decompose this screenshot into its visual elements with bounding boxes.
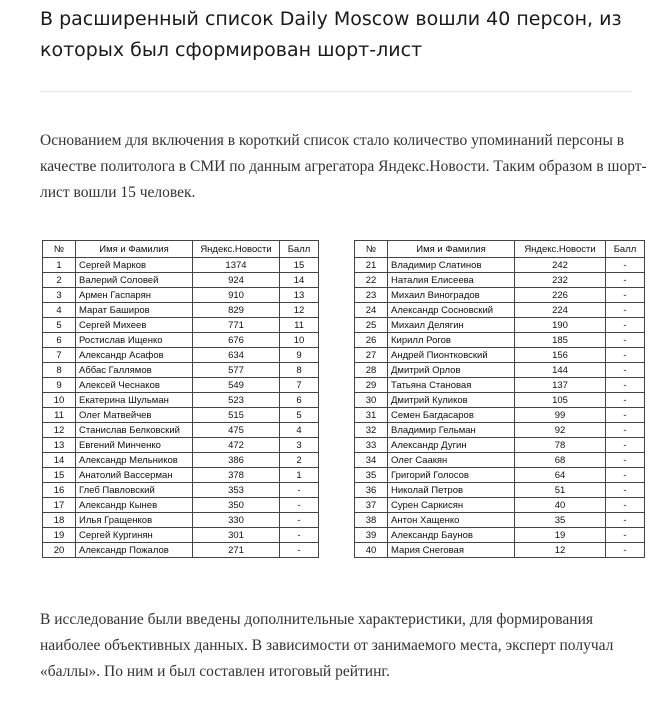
cell-points: 4 xyxy=(280,423,319,438)
cell-points: - xyxy=(606,408,645,423)
cell-num: 11 xyxy=(43,408,76,423)
cell-name: Евгений Минченко xyxy=(76,438,193,453)
cell-points: - xyxy=(606,288,645,303)
cell-points: 6 xyxy=(280,393,319,408)
cell-num: 3 xyxy=(43,288,76,303)
cell-name: Александр Баунов xyxy=(388,528,515,543)
header-points: Балл xyxy=(280,241,319,258)
cell-num: 35 xyxy=(355,468,388,483)
cell-points: 5 xyxy=(280,408,319,423)
table-header-row xyxy=(355,241,645,258)
cell-num: 33 xyxy=(355,438,388,453)
table-row xyxy=(43,348,319,363)
table-row xyxy=(43,543,319,558)
cell-name: Глеб Павловский xyxy=(76,483,193,498)
cell-num: 10 xyxy=(43,393,76,408)
cell-num: 14 xyxy=(43,453,76,468)
cell-mentions: 232 xyxy=(515,273,606,288)
cell-name: Илья Гращенков xyxy=(76,513,193,528)
cell-mentions: 910 xyxy=(193,288,280,303)
cell-name: Александр Дугин xyxy=(388,438,515,453)
table-row xyxy=(355,408,645,423)
cell-name: Александр Мельников xyxy=(76,453,193,468)
table-row xyxy=(355,513,645,528)
cell-name: Дмитрий Орлов xyxy=(388,363,515,378)
header-name: Имя и Фамилия xyxy=(388,241,515,258)
cell-mentions: 829 xyxy=(193,303,280,318)
cell-num: 4 xyxy=(43,303,76,318)
cell-points: - xyxy=(606,333,645,348)
cell-num: 24 xyxy=(355,303,388,318)
cell-points: - xyxy=(606,348,645,363)
table-row xyxy=(355,303,645,318)
cell-name: Сергей Михеев xyxy=(76,318,193,333)
cell-mentions: 1374 xyxy=(193,258,280,273)
cell-name: Екатерина Шульман xyxy=(76,393,193,408)
cell-name: Антон Хащенко xyxy=(388,513,515,528)
cell-points: - xyxy=(280,483,319,498)
cell-name: Дмитрий Куликов xyxy=(388,393,515,408)
cell-name: Мария Снеговая xyxy=(388,543,515,558)
cell-num: 28 xyxy=(355,363,388,378)
cell-name: Ростислав Ищенко xyxy=(76,333,193,348)
cell-num: 23 xyxy=(355,288,388,303)
cell-mentions: 472 xyxy=(193,438,280,453)
cell-mentions: 185 xyxy=(515,333,606,348)
table-row xyxy=(43,363,319,378)
cell-mentions: 144 xyxy=(515,363,606,378)
cell-num: 39 xyxy=(355,528,388,543)
cell-points: - xyxy=(606,528,645,543)
cell-num: 26 xyxy=(355,333,388,348)
header-name: Имя и Фамилия xyxy=(76,241,193,258)
table-row xyxy=(43,483,319,498)
cell-name: Сергей Марков xyxy=(76,258,193,273)
cell-points: - xyxy=(606,273,645,288)
cell-mentions: 577 xyxy=(193,363,280,378)
cell-points: - xyxy=(606,483,645,498)
header-mentions: Яндекс.Новости xyxy=(193,241,280,258)
cell-mentions: 19 xyxy=(515,528,606,543)
cell-num: 25 xyxy=(355,318,388,333)
table-row xyxy=(43,393,319,408)
cell-points: 8 xyxy=(280,363,319,378)
header-num: № xyxy=(43,241,76,258)
table-row xyxy=(355,393,645,408)
cell-points: - xyxy=(606,393,645,408)
cell-name: Владимир Слатинов xyxy=(388,258,515,273)
cell-mentions: 224 xyxy=(515,303,606,318)
cell-mentions: 924 xyxy=(193,273,280,288)
cell-name: Андрей Пионтковский xyxy=(388,348,515,363)
table-row xyxy=(43,498,319,513)
cell-mentions: 242 xyxy=(515,258,606,273)
cell-num: 18 xyxy=(43,513,76,528)
cell-name: Александр Асафов xyxy=(76,348,193,363)
cell-num: 6 xyxy=(43,333,76,348)
cell-num: 21 xyxy=(355,258,388,273)
table-row xyxy=(43,528,319,543)
cell-points: 14 xyxy=(280,273,319,288)
cell-name: Татьяна Становая xyxy=(388,378,515,393)
cell-num: 30 xyxy=(355,393,388,408)
cell-points: 9 xyxy=(280,348,319,363)
cell-name: Станислав Белковский xyxy=(76,423,193,438)
cell-points: 12 xyxy=(280,303,319,318)
cell-mentions: 350 xyxy=(193,498,280,513)
cell-mentions: 226 xyxy=(515,288,606,303)
ranking-table-right xyxy=(354,240,645,558)
cell-name: Александр Кынев xyxy=(76,498,193,513)
cell-name: Владимир Гельман xyxy=(388,423,515,438)
header-points: Балл xyxy=(606,241,645,258)
table-row xyxy=(43,333,319,348)
cell-name: Михаил Делягин xyxy=(388,318,515,333)
table-row xyxy=(43,468,319,483)
cell-points: 1 xyxy=(280,468,319,483)
cell-name: Александр Пожалов xyxy=(76,543,193,558)
cell-points: - xyxy=(280,498,319,513)
table-row xyxy=(355,468,645,483)
cell-points: - xyxy=(606,543,645,558)
cell-points: - xyxy=(606,468,645,483)
cell-name: Николай Петров xyxy=(388,483,515,498)
cell-name: Кирилл Рогов xyxy=(388,333,515,348)
cell-points: - xyxy=(606,423,645,438)
cell-points: 2 xyxy=(280,453,319,468)
table-row xyxy=(355,288,645,303)
cell-points: - xyxy=(606,258,645,273)
cell-mentions: 92 xyxy=(515,423,606,438)
table-row xyxy=(355,378,645,393)
cell-points: - xyxy=(606,378,645,393)
cell-num: 29 xyxy=(355,378,388,393)
table-row xyxy=(355,498,645,513)
header-num: № xyxy=(355,241,388,258)
cell-name: Михаил Виноградов xyxy=(388,288,515,303)
table-row xyxy=(355,528,645,543)
cell-mentions: 35 xyxy=(515,513,606,528)
cell-num: 34 xyxy=(355,453,388,468)
cell-mentions: 475 xyxy=(193,423,280,438)
cell-name: Григорий Голосов xyxy=(388,468,515,483)
cell-num: 17 xyxy=(43,498,76,513)
cell-num: 31 xyxy=(355,408,388,423)
cell-name: Сергей Кургинян xyxy=(76,528,193,543)
cell-name: Сурен Саркисян xyxy=(388,498,515,513)
table-row xyxy=(355,273,645,288)
cell-points: - xyxy=(606,498,645,513)
cell-num: 22 xyxy=(355,273,388,288)
cell-num: 1 xyxy=(43,258,76,273)
cell-num: 19 xyxy=(43,528,76,543)
cell-name: Наталия Елисеева xyxy=(388,273,515,288)
article-heading: В расширенный список Daily Moscow вошли 40 персон, из которых был сформирован шорт-лист xyxy=(40,8,622,61)
table-row xyxy=(355,333,645,348)
table-row xyxy=(43,258,319,273)
cell-num: 13 xyxy=(43,438,76,453)
cell-num: 38 xyxy=(355,513,388,528)
cell-mentions: 386 xyxy=(193,453,280,468)
cell-num: 5 xyxy=(43,318,76,333)
table-row xyxy=(355,258,645,273)
cell-num: 2 xyxy=(43,273,76,288)
table-row xyxy=(355,363,645,378)
table-row xyxy=(43,288,319,303)
cell-mentions: 301 xyxy=(193,528,280,543)
table-row xyxy=(43,408,319,423)
cell-points: - xyxy=(280,528,319,543)
header-mentions: Яндекс.Новости xyxy=(515,241,606,258)
table-row xyxy=(43,318,319,333)
cell-points: - xyxy=(280,513,319,528)
table-row xyxy=(43,273,319,288)
table-header-row xyxy=(43,241,319,258)
table-row xyxy=(43,513,319,528)
cell-num: 16 xyxy=(43,483,76,498)
cell-name: Семен Багдасаров xyxy=(388,408,515,423)
cell-mentions: 68 xyxy=(515,453,606,468)
cell-mentions: 676 xyxy=(193,333,280,348)
table-row xyxy=(43,423,319,438)
cell-points: - xyxy=(606,363,645,378)
cell-name: Алексей Чеснаков xyxy=(76,378,193,393)
cell-mentions: 190 xyxy=(515,318,606,333)
cell-mentions: 330 xyxy=(193,513,280,528)
cell-mentions: 137 xyxy=(515,378,606,393)
cell-num: 32 xyxy=(355,423,388,438)
cell-name: Марат Баширов xyxy=(76,303,193,318)
cell-mentions: 353 xyxy=(193,483,280,498)
cell-name: Анатолий Вассерман xyxy=(76,468,193,483)
cell-name: Олег Саакян xyxy=(388,453,515,468)
table-row xyxy=(355,453,645,468)
cell-mentions: 634 xyxy=(193,348,280,363)
cell-num: 9 xyxy=(43,378,76,393)
cell-num: 37 xyxy=(355,498,388,513)
cell-name: Аббас Галлямов xyxy=(76,363,193,378)
outro-paragraph: В исследование были введены дополнительные характеристики, для формирования наиболее объективных данных. В зависимости от занимаемого места, эксперт получал «баллы». По ним и был составлен итоговый рейтинг. xyxy=(40,611,614,680)
cell-points: 15 xyxy=(280,258,319,273)
cell-name: Армен Гаспарян xyxy=(76,288,193,303)
cell-name: Александр Сосновский xyxy=(388,303,515,318)
intro-paragraph: Основанием для включения в короткий список стало количество упоминаний персоны в качестве политолога в СМИ по данным агрегатора Яндекс.Новости. Таким образом в шорт-лист вошли 15 человек. xyxy=(40,132,647,201)
divider xyxy=(40,91,632,92)
ranking-table-left xyxy=(42,240,319,558)
table-row xyxy=(355,438,645,453)
cell-mentions: 378 xyxy=(193,468,280,483)
table-row xyxy=(43,378,319,393)
cell-mentions: 515 xyxy=(193,408,280,423)
cell-mentions: 64 xyxy=(515,468,606,483)
cell-mentions: 156 xyxy=(515,348,606,363)
table-row xyxy=(355,348,645,363)
cell-mentions: 78 xyxy=(515,438,606,453)
cell-num: 36 xyxy=(355,483,388,498)
table-row xyxy=(355,318,645,333)
cell-points: - xyxy=(280,543,319,558)
cell-num: 40 xyxy=(355,543,388,558)
cell-mentions: 271 xyxy=(193,543,280,558)
cell-mentions: 549 xyxy=(193,378,280,393)
cell-points: - xyxy=(606,438,645,453)
cell-num: 27 xyxy=(355,348,388,363)
cell-num: 7 xyxy=(43,348,76,363)
cell-mentions: 105 xyxy=(515,393,606,408)
cell-mentions: 40 xyxy=(515,498,606,513)
cell-name: Валерий Соловей xyxy=(76,273,193,288)
cell-num: 12 xyxy=(43,423,76,438)
cell-points: 3 xyxy=(280,438,319,453)
table-row xyxy=(43,453,319,468)
cell-num: 8 xyxy=(43,363,76,378)
cell-points: - xyxy=(606,318,645,333)
cell-num: 15 xyxy=(43,468,76,483)
table-row xyxy=(355,423,645,438)
cell-num: 20 xyxy=(43,543,76,558)
table-row xyxy=(43,438,319,453)
cell-points: 11 xyxy=(280,318,319,333)
cell-points: 10 xyxy=(280,333,319,348)
cell-mentions: 771 xyxy=(193,318,280,333)
cell-points: 13 xyxy=(280,288,319,303)
cell-points: - xyxy=(606,303,645,318)
cell-name: Олег Матвейчев xyxy=(76,408,193,423)
table-row xyxy=(355,483,645,498)
cell-mentions: 51 xyxy=(515,483,606,498)
cell-mentions: 12 xyxy=(515,543,606,558)
cell-mentions: 523 xyxy=(193,393,280,408)
cell-mentions: 99 xyxy=(515,408,606,423)
cell-points: - xyxy=(606,453,645,468)
cell-points: 7 xyxy=(280,378,319,393)
table-row xyxy=(355,543,645,558)
cell-points: - xyxy=(606,513,645,528)
table-row xyxy=(43,303,319,318)
